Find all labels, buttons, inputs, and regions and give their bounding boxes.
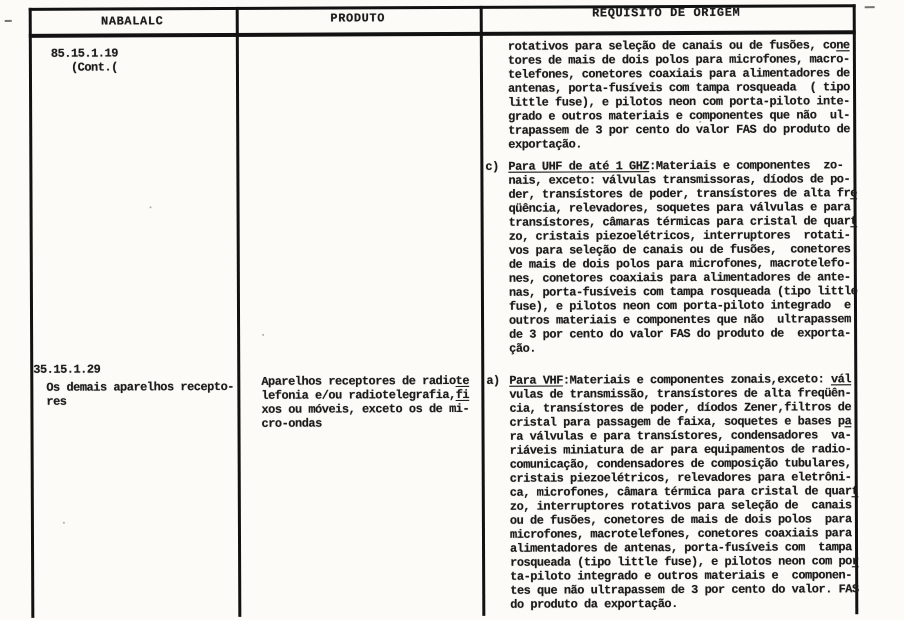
scan-speckle: [63, 522, 65, 524]
tariff-code-continuation-note: (Cont.(: [70, 60, 118, 75]
column-divider-2: [480, 6, 486, 616]
scan-artifact: [865, 6, 875, 8]
origin-item-label-a: a): [486, 373, 500, 388]
origin-item-label-c: c): [485, 159, 499, 174]
column-divider-1: [236, 7, 242, 617]
scan-speckle: [150, 206, 152, 208]
tariff-code: 35.15.1.29: [33, 362, 101, 377]
scan-artifact: [5, 20, 12, 22]
column-header-produto: PRODUTO: [330, 11, 386, 26]
product-description: Aparelhos receptores de radiote lefonia e/ou radiotelegrafia,fi xos ou móveis, exceto os de mi- cro-ondas: [261, 373, 470, 431]
origin-item-a-text: Para VHF:Materiais e componentes zonais,exceto: vál vulas de transmissão, transístores de alta freqüên- cia, transístores de poder, díodos Zener,filtros de cristal para passagem de faixa, soquetes e bases pa ra válvulas e para transístores, condensadores va- riáveis miniatura de ar para equipamentos de radio- comunicação, condensadores de composição tubulares, cristais piezoelétricos, relevadores para eletrôni- ca, microfones, câmara térmica para cristal de quart zo, interruptores rotativos para seleção de canais ou de fusões, conetores de mais de dois polos para microfones, macrotelefones, conetores coaxiais para alimentadores de antenas, porta-fusíveis com tampa rosqueada (tipo little fuse), e pilotos neon com por ta-piloto integrado e outros materiais e componen- tes que não ultrapassem de 3 por cento do valor. FAS do produto da exportação.: [509, 372, 859, 612]
header-bottom-rule: [29, 30, 856, 38]
tariff-code: 85.15.1.19: [50, 46, 118, 61]
table-left-border: [29, 8, 35, 618]
tariff-code-description: Os demais aparelhos recepto- res: [46, 379, 235, 409]
column-header-nabalalc: NABALALC: [100, 14, 164, 29]
origin-item-c-text: Para UHF de até 1 GHZ:Materiais e componentes zo- nais, exceto: válvulas transmissoras, díodos de po- der, transístores de poder, transístores de alta fre qüência, relevadores, soquetes para válvulas e para transístores, câmaras térmicas para cristal de quart zo, cristais piezoelétricos, interruptores rotati- vos para seleção de canais ou de fusões, conetores de mais de dois polos para microfones, macrotelefo- nes, conetores coaxiais para alimentadores de ante- nas, porta-fusíveis com tampa rosqueada (tipo little fuse), e pilotos neon com porta-piloto integrado e outros materiais e componentes que não ultrapassem de 3 por cento do valor FAS do produto de exporta- ção.: [508, 158, 858, 356]
origin-requirement-continuation: rotativos para seleção de canais ou de fusões, cone tores de mais de dois polos para microfones, macro- telefones, conetores coaxiais para alimentadores de antenas, porta-fusíveis com tampa rosqueada ( tipo little fuse), e pilotos neon com porta-piloto inte- grado e outros materiais e componentes que não ul- trapassem de 3 por cento do valor FAS do produto de exportação.: [507, 38, 851, 152]
scan-speckle: [262, 334, 264, 336]
column-header-requisito-de-origem: REQUISITO DE ORIGEM: [592, 5, 741, 21]
